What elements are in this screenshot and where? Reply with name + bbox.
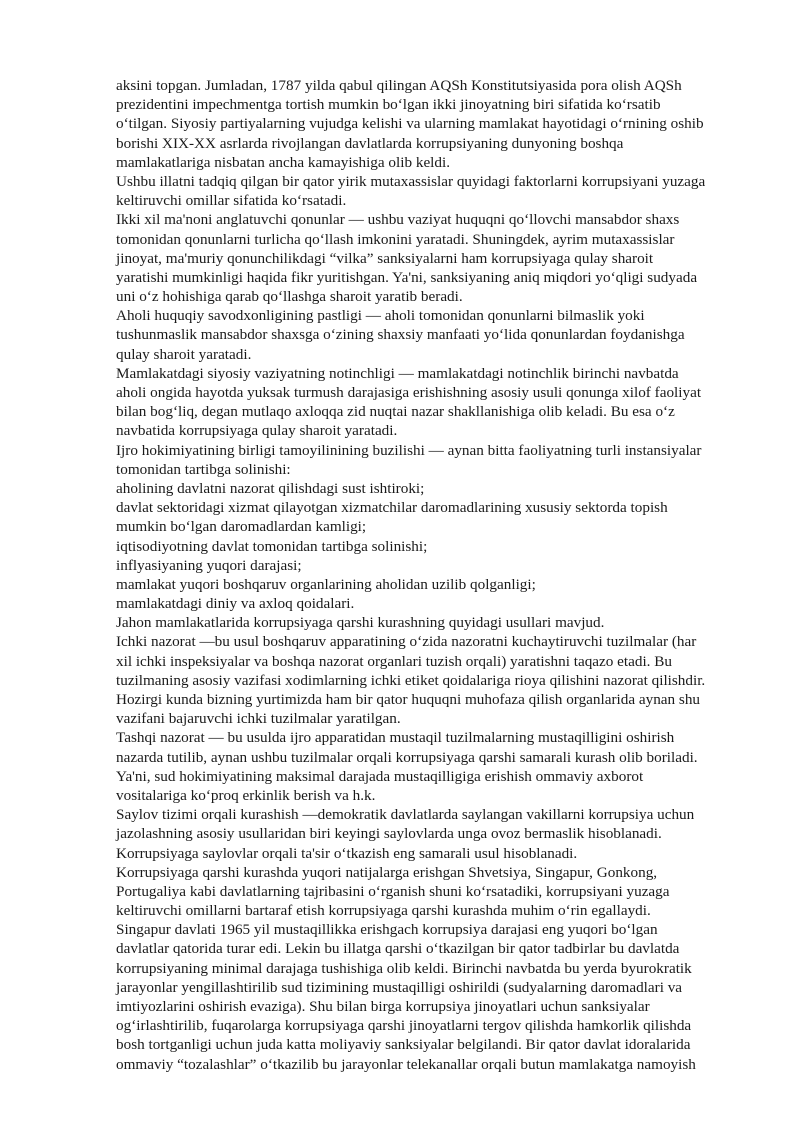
text-line: Korrupsiyaga saylovlar orqali ta'sir o‘tkazish eng samarali usul hisoblanadi. [116,844,578,862]
text-line: tomonidan qonunlarni turlicha qo‘llash imkonini yaratadi. Shuningdek, ayrim mutaxassislar [116,230,675,248]
text-line: Saylov tizimi orqali kurashish —demokratik davlatlarda saylangan vakillarni korrupsiya uchun [116,806,695,824]
text-line: tushunmaslik mansabdor shaxsga o‘zining shaxsiy manfaati yo‘lida qonunlardan foydanishga [116,326,685,344]
text-line: og‘irlashtirilib, fuqarolarga korrupsiyaga qarshi jinoyatlarni tergov qilishda hamkorlik qilishda [116,1017,692,1035]
text-line: Ikki xil ma'noni anglatuvchi qonunlar — ushbu vaziyat huquqni qo‘llovchi mansabdor shaxs [116,211,680,229]
text-line: davlatlar qatorida turar edi. Lekin bu illatga qarshi o‘tkazilgan bir qator tadbirlar bu davlatda [116,940,680,958]
text-line: ommaviy “tozalashlar” o‘tkazilib bu jarayonlar telekanallar orqali butun mamlakatga namoyish [116,1055,696,1073]
text-line: mamlakatdagi diniy va axloq qoidalari. [116,595,355,613]
text-line: tuzilmaning asosiy vazifasi xodimlarning ichki etiket qoidalariga rioya qilishini nazorat qilishdir. [116,671,706,689]
text-line: vositalariga ko‘proq erkinlik berish va h.k. [116,786,376,804]
text-line: keltiruvchi omillar sifatida ko‘rsatadi. [116,192,347,210]
text-line: Ushbu illatni tadqiq qilgan bir qator yirik mutaxassislar quyidagi faktorlarni korrupsiyani yuzaga [116,172,706,190]
text-line: Singapur davlati 1965 yil mustaqillikka erishgach korrupsiya darajasi eng yuqori bo‘lgan [116,921,658,939]
text-line: nazarda tutilib, aynan ushbu tuzilmalar orqali korrupsiyaga qarshi samarali kurash olib boriladi. [116,748,698,766]
text-line: Mamlakatdagi siyosiy vaziyatning notinchligi — mamlakatdagi notinchlik birinchi navbatda [116,364,679,382]
text-line: mumkin bo‘lgan daromadlardan kamligi; [116,518,367,536]
text-line: jazolashning asosiy usullaridan biri keyingi saylovlarda unga ovoz bermaslik hisoblanadi. [116,825,662,843]
text-line: borishi XIX-XX asrlarda rivojlangan davlatlarda korrupsiyaning dunyoning boshqa [116,134,624,152]
text-line: Portugaliya kabi davlatlarning tajribasini o‘rganish shuni ko‘rsatadiki, korrupsiyani yuzaga [116,882,670,900]
text-line: iqtisodiyotning davlat tomonidan tartibga solinishi; [116,537,428,555]
text-line: davlat sektoridagi xizmat qilayotgan xizmatchilar daromadlarining xususiy sektorda topish [116,499,668,517]
text-line: keltiruvchi omillarni bartaraf etish korrupsiyaga qarshi kurashda muhim o‘rin egallaydi. [116,902,651,920]
text-line: aholining davlatni nazorat qilishdagi sust ishtiroki; [116,479,425,497]
text-line: inflyasiyaning yuqori darajasi; [116,556,302,574]
text-line: Ijro hokimiyatining birligi tamoyilinining buzilishi — aynan bitta faoliyatning turli instansiyalar [116,441,702,459]
text-line: jinoyat, ma'muriy qonunchilikdagi “vilka” sanksiyalarni ham korrupsiyaga qulay sharoit [116,249,654,267]
document-page [116,76,742,1074]
text-line: navbatida korrupsiyaga qulay sharoit yaratadi. [116,422,398,440]
text-line: mamlakatlariga nisbatan ancha kamayishiga olib keldi. [116,153,451,171]
text-line: aholi ongida hayotda yuksak turmush darajasiga erishishning asosiy usuli qonunga xilof faoliyat [116,384,702,401]
text-line: vazifani bajaruvchi ichki tuzilmalar yaratilgan. [116,710,401,728]
text-line: Tashqi nazorat — bu usulda ijro apparatidan mustaqil tuzilmalarning mustaqilligini oshirish [116,729,675,747]
text-line: korrupsiyaning minimal darajaga tushishiga olib keldi. Birinchi navbatda bu yerda byurokratik [116,959,692,977]
text-line: Aholi huquqiy savodxonligining pastligi — aholi tomonidan qonunlarni bilmaslik yoki [116,307,645,325]
text-line: qulay sharoit yaratadi. [116,345,252,363]
text-line: bosh tortganligi uchun juda katta moliyaviy sanksiyalar belgilandi. Bir qator davlat idoralarida [116,1036,691,1054]
text-line: mamlakat yuqori boshqaruv organlarining aholidan uzilib qolganligi; [116,575,536,593]
text-line: bilan bog‘liq, degan mutlaqo axloqqa zid nuqtai nazar shakllanishiga olib keladi. Bu esa o‘z [116,403,675,421]
text-line: Ichki nazorat —bu usul boshqaruv apparatining o‘zida nazoratni kuchaytiruvchi tuzilmalar (har [116,633,697,651]
text-line: Ya'ni, sud hokimiyatining maksimal darajada mustaqilligiga erishish ommaviy axborot [116,767,644,785]
text-line: Hozirgi kunda bizning yurtimizda ham bir qator huquqni muhofaza qilish organlarida aynan shu [116,691,701,708]
text-line: Jahon mamlakatlarida korrupsiyaga qarshi kurashning quyidagi usullari mavjud. [116,614,605,632]
text-line: yaratishi mumkinligi haqida fikr yuritishgan. Ya'ni, sanksiyaning aniq miqdori yo‘qligi sudyada [116,268,698,286]
text-line: imtiyozlarini oshirish evaziga). Shu bilan birga korrupsiya jinoyatlari uchun sanksiyalar [116,998,650,1015]
text-line: xil ichki inspeksiyalar va boshqa nazorat organlari tuzish orqali) yaratishni taqazo etadi. Bu [116,652,673,670]
text-line: Korrupsiyaga qarshi kurashda yuqori natijalarga erishgan Shvetsiya, Singapur, Gonkong, [116,863,658,881]
text-line: o‘tilgan. Siyosiy partiyalarning vujudga kelishi va ularning mamlakat hayotidagi o‘rnining oshib [116,115,704,133]
text-line: jarayonlar yengillashtirilib sud tizimining mustaqilligi oshirildi (sudyalarning daromadlari va [116,978,683,996]
text-line: prezidentini impechmentga tortish mumkin bo‘lgan ikki jinoyatning biri sifatida ko‘rsatib [116,96,661,114]
text-line: tomonidan tartibga solinishi: [116,460,291,478]
text-line: aksini topgan. Jumladan, 1787 yilda qabul qilingan AQSh Konstitutsiyasida pora olish AQSh [116,77,682,94]
text-line: uni o‘z hohishiga qarab qo‘llashga sharoit yaratib beradi. [116,288,463,306]
